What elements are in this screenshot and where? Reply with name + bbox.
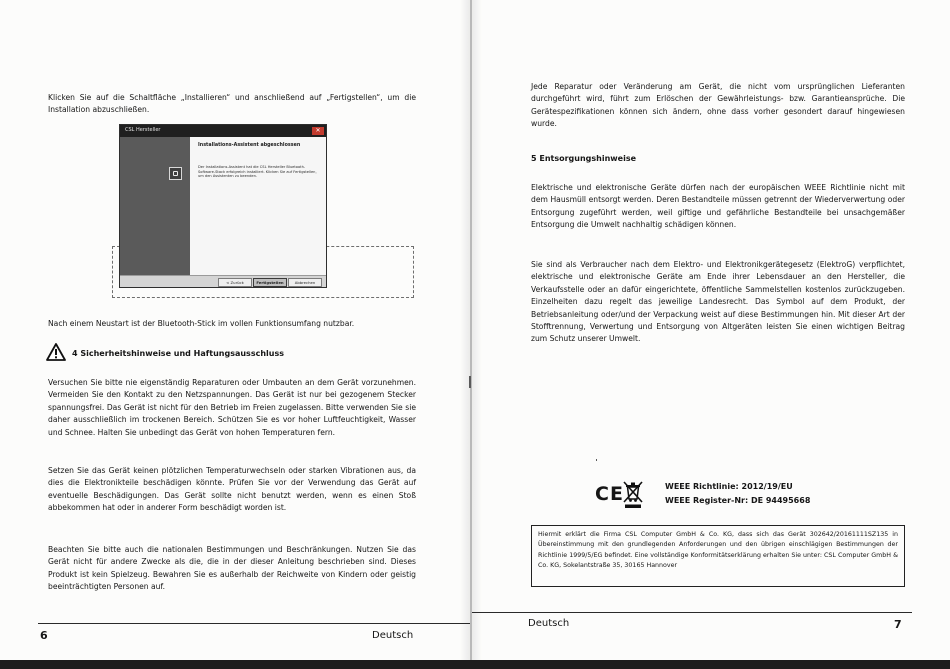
warning-triangle-icon <box>46 343 66 361</box>
restart-note: Nach einem Neustart ist der Bluetooth-Stick im vollen Funktionsumfang nutzbar. <box>48 319 355 328</box>
back-button[interactable]: < Zurück <box>218 278 252 287</box>
installer-sidebar <box>120 137 190 275</box>
page-number-left: 6 <box>40 629 48 642</box>
installer-content <box>190 137 326 275</box>
installer-heading: Installations-Assistent abgeschlossen <box>198 143 301 148</box>
install-instruction: Klicken Sie auf die Schaltfläche „Installieren“ und anschließend auf „Fertigstellen“, um die Installation abzuschließen. <box>48 93 416 115</box>
section5-paragraph-2: Sie sind als Verbraucher nach dem Elektro- und Elektronikgerätegesetz (ElektroG) verpflichtet, elektrische und elektronische Geräte am Ende ihrer Lebensdauer an den Hersteller, die Verkaufsstelle oder an dafür eingerichtete, öffentliche Sammelstellen kostenlos zurückzugeben. Einzelheiten dazu regelt das jeweilige Landesrecht. Das Symbol auf dem Produkt, der Betriebsanleitung oder/und der Verpackung weist auf diese Bestimmungen hin. Mit dieser Art der Stofftrennung, Verwertung und Entsorgung von Altgeräten leisten Sie einen wichtigen Beitrag zum Schutz unserer Umwelt. <box>531 260 905 344</box>
crossed-out-bin-icon <box>622 479 644 509</box>
scan-speck <box>596 459 597 461</box>
left-page <box>0 0 470 669</box>
installer-footer <box>120 275 326 287</box>
right-footer-rule <box>472 612 912 613</box>
conformity-text: Hiermit erklärt die Firma CSL Computer GmbH & Co. KG, dass sich das Gerät 302642/20161111SZ135 in Übereinstimmung mit den grundlegenden Anforderungen und den übrigen einschlägigen Bestimmungen der Richtlinie 1999/5/EG befindet. Eine vollständige Konformitätserklärung erhalten Sie unter: CSL Computer GmbH & Co. KG, Sokelantstraße 35, 30165 Hannover <box>538 531 898 570</box>
finish-button[interactable]: Fertigstellen <box>253 278 287 287</box>
section5-heading: 5 Entsorgungshinweise <box>531 154 637 163</box>
language-label-right: Deutsch <box>528 618 570 629</box>
section4-paragraph-3: Beachten Sie bitte auch die nationalen Bestimmungen und Beschränkungen. Nutzen Sie das Gerät nicht für andere Zwecke als die, die in der dieser Anleitung beschrieben sind. Dieses Produkt ist kein Spielzeug. Bewahren Sie es außerhalb der Reichweite von Kindern oder geistig beeinträchtigten Personen auf. <box>48 545 416 592</box>
section4-paragraph-2: Setzen Sie das Gerät keinen plötzlichen Temperaturwechseln oder starken Vibrationen aus, da dies die Elektronikteile beschädigen könnte. Prüfen Sie vor der Verwendung das Gerät auf eventuelle Beschädigungen. Das Gerät sollte nicht benutzt werden, wenn es einen Stoß abbekommen hat oder in anderer Form beschädigt worden ist. <box>48 466 416 513</box>
section4-paragraph-1: Versuchen Sie bitte nie eigenständig Reparaturen oder Umbauten an dem Gerät vorzunehmen. Vermeiden Sie den Kontakt zu den Netzspannungen. Das Gerät ist nur bei gezogenem Stecker spannungsfrei. Das Gerät ist nicht für den Betrieb im Freien zugelassen. Bitte verwenden Sie sie daher ausschließlich im trockenen Bereich. Schützen Sie es vor hoher Luftfeuchtigkeit, Wasser und Schnee. Halten Sie unbedingt das Gerät von hohen Temperaturen fern. <box>48 378 416 437</box>
installer-window-title: CSL Hersteller <box>125 127 161 133</box>
weee-register: WEEE Register-Nr: DE 94495668 <box>665 496 811 505</box>
conformity-box <box>531 525 905 587</box>
cancel-button[interactable]: Abbrechen <box>288 278 322 287</box>
installer-logo-icon <box>169 167 182 180</box>
page-number-right: 7 <box>894 618 902 631</box>
section5-paragraph-1: Elektrische und elektronische Geräte dürfen nach der europäischen WEEE Richtlinie nicht mit dem Hausmüll entsorgt werden. Deren Bestandteile müssen getrennt der Wiederverwertung oder Entsorgung zugeführt werden, weil giftige und gefährliche Bestandteile bei unsachgemäßer Entsorgung die Umwelt nachhaltig schädigen können. <box>531 183 905 230</box>
installer-body: Der Installations-Assistent hat die CSL Hersteller Bluetooth-Software-Stack erfolgreich installiert. Klicken Sie auf Fertigstellen, um den Assistenten zu beenden. <box>198 165 317 179</box>
left-footer-rule <box>38 623 470 624</box>
language-label-left: Deutsch <box>372 630 414 641</box>
scan-speck <box>469 376 471 388</box>
ce-mark: CE <box>595 483 624 505</box>
installer-titlebar <box>120 125 326 137</box>
section4-heading: 4 Sicherheitshinweise und Haftungsausschluss <box>72 349 284 358</box>
close-icon[interactable]: ✕ <box>312 127 324 135</box>
weee-directive: WEEE Richtlinie: 2012/19/EU <box>665 482 793 491</box>
installer-screenshot <box>119 124 327 288</box>
scan-edge <box>0 660 950 669</box>
repair-note: Jede Reparatur oder Veränderung am Gerät, die nicht vom ursprünglichen Lieferanten durchgeführt wird, führt zum Erlöschen der Gewährleistungs- bzw. Garantieansprüche. Die Gerätespezifikationen können sich ändern, ohne dass vorher gesondert darauf hingewiesen wurde. <box>531 82 905 129</box>
